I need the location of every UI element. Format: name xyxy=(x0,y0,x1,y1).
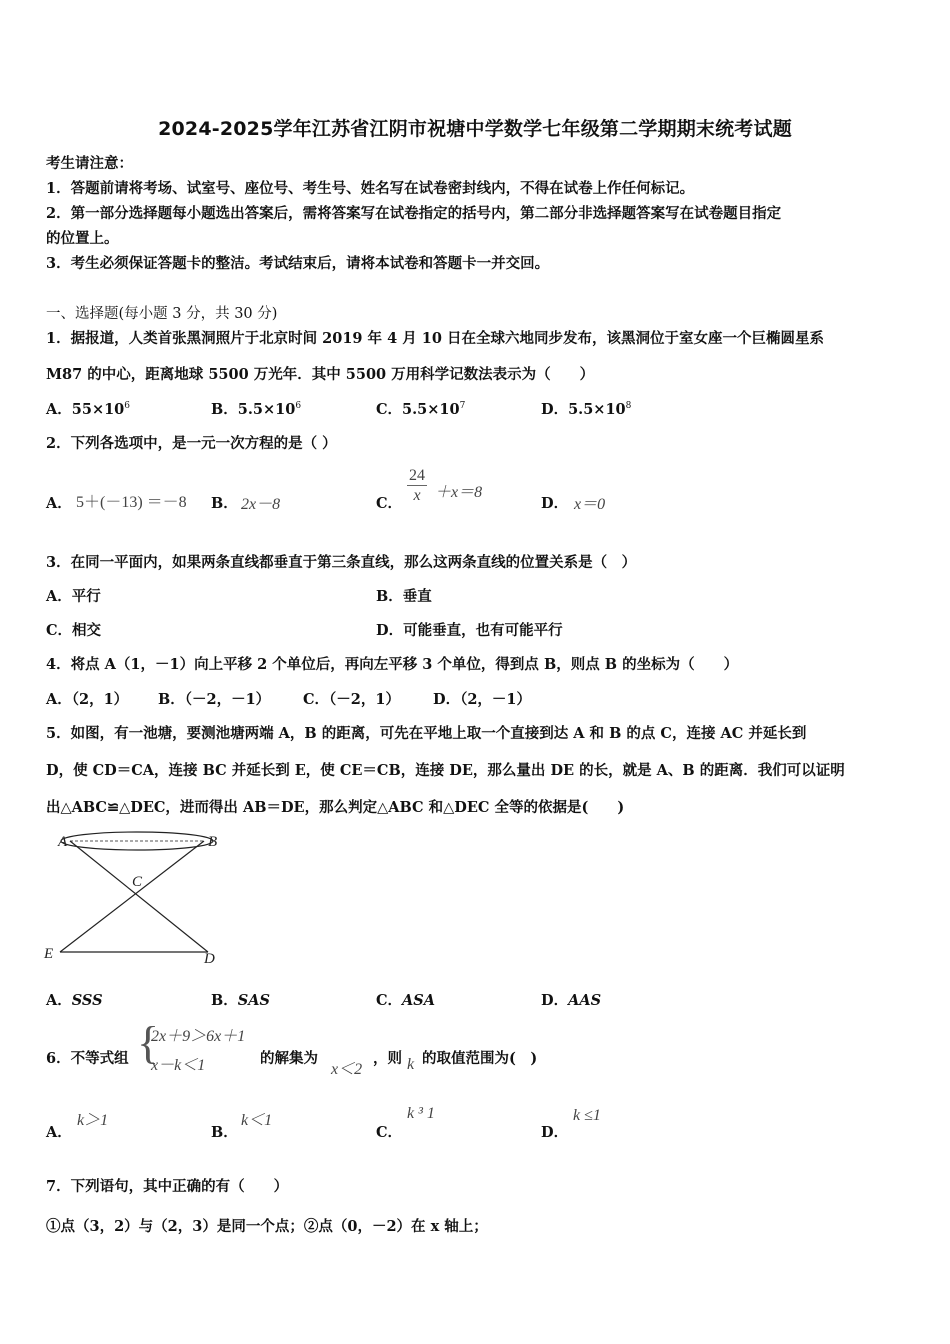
notice-item-3: 3．考生必须保证答题卡的整洁。考试结束后，请将本试卷和答题卡一并交回。 xyxy=(46,255,550,272)
q6-inequality-2: x－k＜1 xyxy=(151,1057,206,1074)
q6-prefix: 6．不等式组 xyxy=(46,1050,129,1067)
q2-option-c-numerator: 24 xyxy=(409,467,425,484)
q6-condition: x＜2 xyxy=(331,1061,363,1078)
q5-option-c xyxy=(376,989,435,1010)
q3-option-a: A．平行 xyxy=(46,588,101,605)
q5-line-1: 5．如图，有一池塘，要测池塘两端 A，B 的距离，可先在平地上取一个直接到达 A 和 B 的点 C，连接 AC 并延长到 xyxy=(46,725,807,742)
q3-option-b: B．垂直 xyxy=(376,588,432,605)
q5-option-a xyxy=(46,989,103,1010)
point-label-a: A xyxy=(58,834,68,850)
q2-option-d: x＝0 xyxy=(574,496,606,513)
q1-option-a xyxy=(46,398,130,419)
point-label-e: E xyxy=(44,946,54,962)
q7-line: ①点（3，2）与（2，3）是同一个点；②点（0，－2）在 x 轴上； xyxy=(46,1218,488,1235)
q2-option-b-label: B． xyxy=(211,495,238,512)
q1-option-d-base: 5.5×10 xyxy=(568,401,626,418)
q2-option-c-label: C． xyxy=(376,495,403,512)
q6-brace: { xyxy=(137,1017,160,1068)
q1-option-b-exp: 6 xyxy=(295,401,302,411)
q5-option-d xyxy=(541,989,601,1010)
q5-option-d-label: D． xyxy=(541,992,569,1009)
q2-option-c-denominator: x xyxy=(413,487,421,504)
q1-option-b-label: B． xyxy=(211,401,238,418)
q1-option-a-exp: 6 xyxy=(124,401,131,411)
q1-option-c-exp: 7 xyxy=(459,401,466,411)
q1-option-d xyxy=(541,398,631,419)
q2-stem: 2．下列各选项中，是一元一次方程的是（ ） xyxy=(46,435,337,452)
notice-item-1: 1．答题前请将考场、试室号、座位号、考生号、姓名写在试卷密封线内，不得在试卷上作任何标记。 xyxy=(46,180,695,197)
section-heading: 一、选择题(每小题 3 分，共 30 分) xyxy=(46,306,278,322)
point-label-c: C xyxy=(132,874,143,890)
q5-option-b-value: SAS xyxy=(237,992,270,1009)
q5-line-3: 出△ABC≌△DEC，进而得出 AB＝DE，那么判定△ABC 和△DEC 全等的依据是( ) xyxy=(46,799,625,816)
q5-option-b-label: B． xyxy=(211,992,238,1009)
q4-option-d: D．（2，－1） xyxy=(433,691,532,708)
q1-option-c xyxy=(376,398,465,419)
page-title: 2024-2025学年江苏省江阴市祝塘中学数学七年级第二学期期末统考试题 xyxy=(158,118,792,140)
q6-option-a: k＞1 xyxy=(77,1112,109,1129)
q1-line-2: M87 的中心，距离地球 5500 万光年．其中 5500 万用科学记数法表示为（ ） xyxy=(46,366,595,383)
q6-mid: 的解集为 xyxy=(260,1050,318,1067)
q4-option-a: A．（2，1） xyxy=(46,691,129,708)
q6-option-b: k＜1 xyxy=(241,1112,273,1129)
q6-option-a-label: A． xyxy=(46,1124,72,1141)
q7-stem: 7．下列语句，其中正确的有（ ） xyxy=(46,1178,289,1195)
q1-option-a-label: A． xyxy=(46,401,72,418)
q6-option-d-label: D． xyxy=(541,1124,569,1141)
point-label-d: D xyxy=(204,951,215,967)
q5-option-c-value: ASA xyxy=(402,992,436,1009)
q6-option-b-label: B． xyxy=(211,1124,238,1141)
q6-option-c: k ³ 1 xyxy=(407,1105,435,1122)
pond-figure xyxy=(40,822,230,972)
q5-option-c-label: C． xyxy=(376,992,403,1009)
q1-option-c-label: C． xyxy=(376,401,403,418)
q6-mid-2: ，则 xyxy=(373,1050,402,1067)
q6-var: k xyxy=(407,1056,415,1073)
q5-option-d-value: AAS xyxy=(568,992,602,1009)
q3-stem: 3．在同一平面内，如果两条直线都垂直于第三条直线，那么这两条直线的位置关系是（ ） xyxy=(46,554,637,571)
q1-option-c-base: 5.5×10 xyxy=(402,401,460,418)
q1-option-b-base: 5.5×10 xyxy=(237,401,296,418)
q3-option-d: D．可能垂直，也有可能平行 xyxy=(376,622,563,639)
q2-option-c-fraction xyxy=(407,467,427,506)
q1-option-b xyxy=(211,398,301,419)
q1-option-a-base: 55×10 xyxy=(71,401,125,418)
notice-heading: 考生请注意： xyxy=(46,155,133,172)
q5-option-a-value: SSS xyxy=(71,992,103,1009)
q1-option-d-exp: 8 xyxy=(625,401,632,411)
q5-option-a-label: A． xyxy=(46,992,72,1009)
q1-line-1: 1．据报道，人类首张黑洞照片于北京时间 2019 年 4 月 10 日在全球六地同步发布，该黑洞位于室女座一个巨椭圆星系 xyxy=(46,330,824,347)
q4-option-c: C．（－2，1） xyxy=(303,691,400,708)
q4-stem: 4．将点 A（1，－1）向上平移 2 个单位后，再向左平移 3 个单位，得到点 B，则点 B 的坐标为（ ） xyxy=(46,656,739,673)
q2-option-b: 2x－8 xyxy=(241,496,281,513)
q6-option-c-label: C． xyxy=(376,1124,403,1141)
segment-ad xyxy=(70,841,208,952)
q6-suffix: 的取值范围为( ) xyxy=(422,1050,538,1067)
q1-option-d-label: D． xyxy=(541,401,569,418)
q5-line-2: D，使 CD＝CA，连接 BC 并延长到 E，使 CE＝CB，连接 DE，那么量出 DE 的长，就是 A、B 的距离．我们可以证明 xyxy=(46,762,845,779)
segment-be xyxy=(60,841,204,952)
q4-option-b: B．（－2，－1） xyxy=(158,691,271,708)
notice-item-2-cont: 的位置上。 xyxy=(46,230,119,247)
q2-option-d-label: D． xyxy=(541,495,569,512)
q5-option-b xyxy=(211,989,270,1010)
q3-option-c: C．相交 xyxy=(46,622,102,639)
point-label-b: B xyxy=(208,834,218,850)
q6-option-d: k ≤1 xyxy=(573,1107,601,1124)
q2-option-a-label: A． xyxy=(46,495,72,512)
q2-option-a: 5＋(－13) ＝－8 xyxy=(76,494,187,511)
q6-inequality-1: 2x＋9＞6x＋1 xyxy=(151,1028,246,1045)
q2-option-c-rest: ＋x＝8 xyxy=(435,484,483,501)
notice-item-2: 2．第一部分选择题每小题选出答案后，需将答案写在试卷指定的括号内，第二部分非选择题答案写在试卷题目指定 xyxy=(46,205,782,222)
